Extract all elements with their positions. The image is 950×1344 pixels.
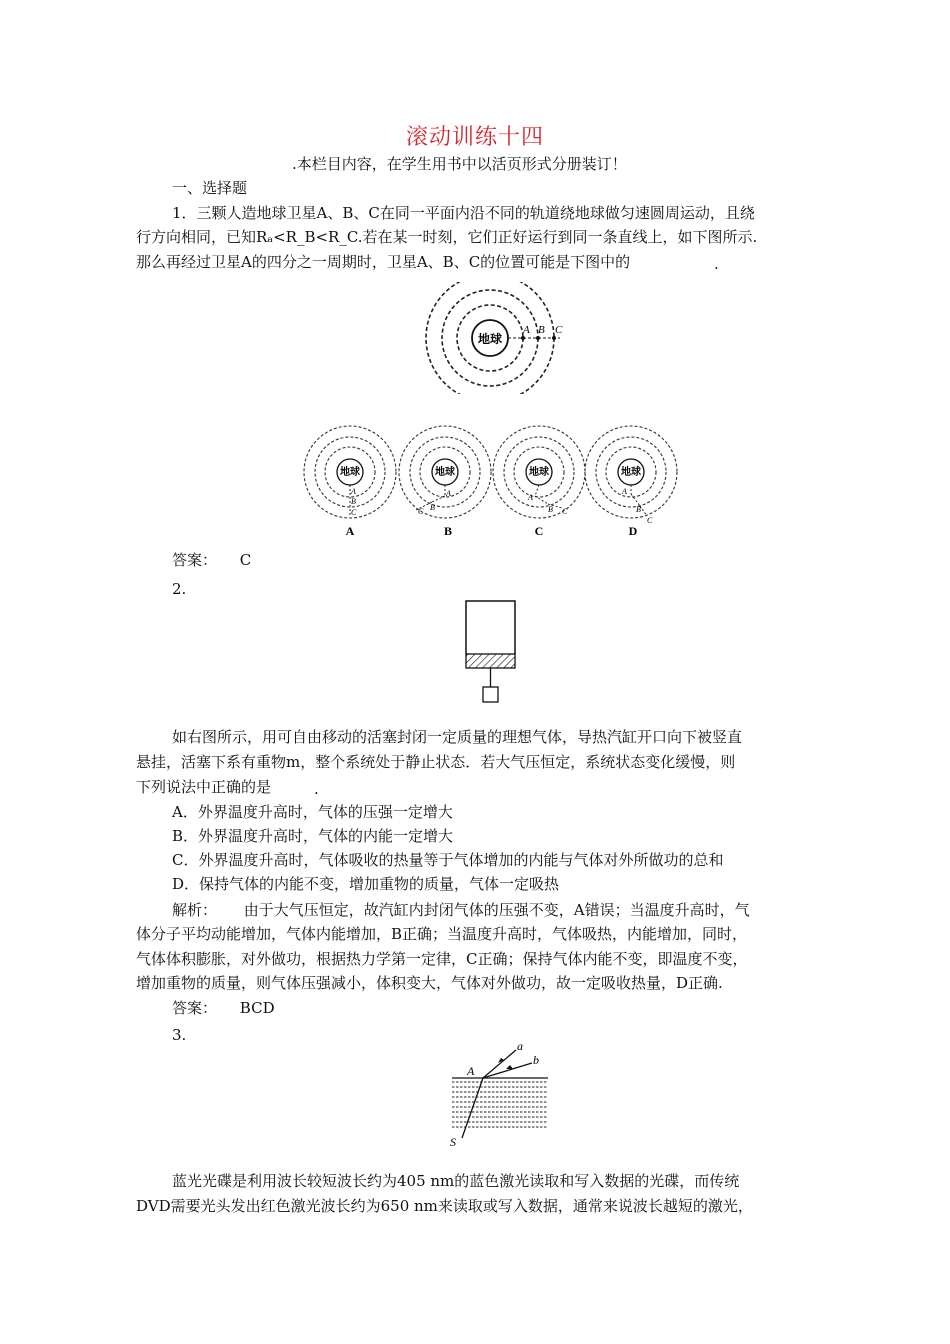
binding-note-text: 本栏目内容，在学生用书中以活页形式分册装订！ <box>296 155 627 173</box>
svg-text:A: A <box>528 493 533 502</box>
q2-text-line1: 如右图所示，用可自由移动的活塞封闭一定质量的理想气体，导热汽缸开口向下被竖直 <box>172 728 743 746</box>
svg-text:A: A <box>622 487 627 496</box>
q2-number: 2. <box>172 580 187 598</box>
q2-answer-label: 答案： <box>172 999 218 1017</box>
svg-text:C: C <box>418 507 424 516</box>
q3-text-line1: 蓝光光碟是利用波长较短波长约为405 nm的蓝色激光读取和写入数据的光碟，而传统 <box>172 1172 740 1190</box>
satellite-orbit-figure <box>420 282 570 394</box>
svg-text:B: B <box>430 503 435 512</box>
q2-analysis-label: 解析： <box>172 901 218 919</box>
q1-answer <box>172 548 251 572</box>
refraction-figure <box>440 1040 550 1152</box>
svg-text:C: C <box>647 516 653 525</box>
q2-analysis-line2: 体分子平均动能增加，气体内能增加，B正确；当温度升高时，气体吸热，内能增加，同时， <box>136 925 748 943</box>
section-heading: 一、选择题 <box>172 179 248 197</box>
q2-answer-value: BCD <box>239 999 275 1017</box>
option-a-earth-label: 地球 <box>340 467 360 478</box>
satellite-a <box>521 336 525 340</box>
option-b-label: B <box>443 524 453 538</box>
option-figures <box>300 424 700 542</box>
cylinder-piston-figure <box>460 598 520 710</box>
earth-label: 地球 <box>477 332 503 346</box>
cylinder <box>466 601 515 654</box>
q3-number: 3. <box>172 1026 187 1044</box>
piston <box>466 654 515 668</box>
option-a-label: A <box>345 524 355 538</box>
ray-b <box>483 1063 532 1078</box>
satellite-c <box>552 336 556 340</box>
svg-text:B: B <box>351 497 356 506</box>
q1-answer-value: C <box>239 551 252 569</box>
q2-option-d: D．保持气体的内能不变，增加重物的质量，气体一定吸热 <box>172 875 560 893</box>
q2-option-c: C．外界温度升高时，气体吸收的热量等于气体增加的内能与气体对外所做功的总和 <box>172 851 724 869</box>
q2-blank: . <box>314 780 319 798</box>
q2-option-b: B．外界温度升高时，气体的内能一定增大 <box>172 827 454 845</box>
q1-answer-label: 答案： <box>172 551 218 569</box>
q2-text-line3: 下列说法中正确的是 <box>136 778 272 796</box>
ray-a <box>483 1050 516 1078</box>
q3-text-line2: DVD需要光头发出红色激光波长约为650 nm来读取或写入数据，通常来说波长越短的激光， <box>136 1197 753 1215</box>
page-title: 滚动训练十四 <box>405 125 544 150</box>
q1-blank: . <box>714 255 719 273</box>
q1-text-line1: 1．三颗人造地球卫星A、B、C在同一平面内沿不同的轨道绕地球做匀速圆周运动，且绕 <box>172 204 755 222</box>
ray-b-label: b <box>533 1053 539 1067</box>
svg-text:A: A <box>446 489 451 498</box>
svg-text:B: B <box>548 505 553 514</box>
q2-analysis-line1 <box>172 898 750 922</box>
point-a-label: A <box>467 1064 475 1078</box>
svg-text:A: A <box>351 487 356 496</box>
q2-text-line2: 悬挂，活塞下系有重物m，整个系统处于静止状态．若大气压恒定，系统状态变化缓慢，则 <box>136 753 736 771</box>
svg-text:B: B <box>636 505 641 514</box>
q2-analysis-line3: 气体体积膨胀，对外做功，根据热力学第一定律，C正确；保持气体内能不变，即温度不变， <box>136 950 748 968</box>
source-s-label: S <box>450 1135 456 1149</box>
binding-note: .本栏目内容，在学生用书中以活页形式分册装订！ <box>292 155 627 173</box>
q2-analysis-line4: 增加重物的质量，则气体压强减小，体积变大，气体对外做功，故一定吸收热量，D正确. <box>136 974 723 992</box>
satellite-b <box>536 336 540 340</box>
q2-option-a: A．外界温度升高时，气体的压强一定增大 <box>172 803 453 821</box>
svg-text:C: C <box>351 508 357 517</box>
option-d-earth-label: 地球 <box>621 467 641 478</box>
weight <box>483 687 498 702</box>
q1-text-line2: 行方向相同，已知Rₐ<R_B<R_C.若在某一时刻，它们正好运行到同一条直线上，如下图所示. <box>136 228 758 246</box>
glass-medium <box>452 1082 548 1127</box>
option-c-label: C <box>534 524 544 538</box>
option-c-earth-label: 地球 <box>529 467 549 478</box>
q2-answer <box>172 996 275 1020</box>
q2-analysis-text1: 由于大气压恒定，故汽缸内封闭气体的压强不变，A错误；当温度升高时，气 <box>243 901 750 919</box>
option-b-earth-label: 地球 <box>435 467 455 478</box>
ray-a-label: a <box>517 1040 523 1053</box>
satellite-a-label: A <box>523 324 530 336</box>
svg-text:C: C <box>562 507 568 516</box>
q1-text-line3: 那么再经过卫星A的四分之一周期时，卫星A、B、C的位置可能是下图中的 <box>136 253 631 271</box>
satellite-c-label: C <box>555 324 563 336</box>
satellite-b-label: B <box>538 324 545 336</box>
option-d-label: D <box>628 524 638 538</box>
ray-b-arrow <box>506 1065 513 1069</box>
